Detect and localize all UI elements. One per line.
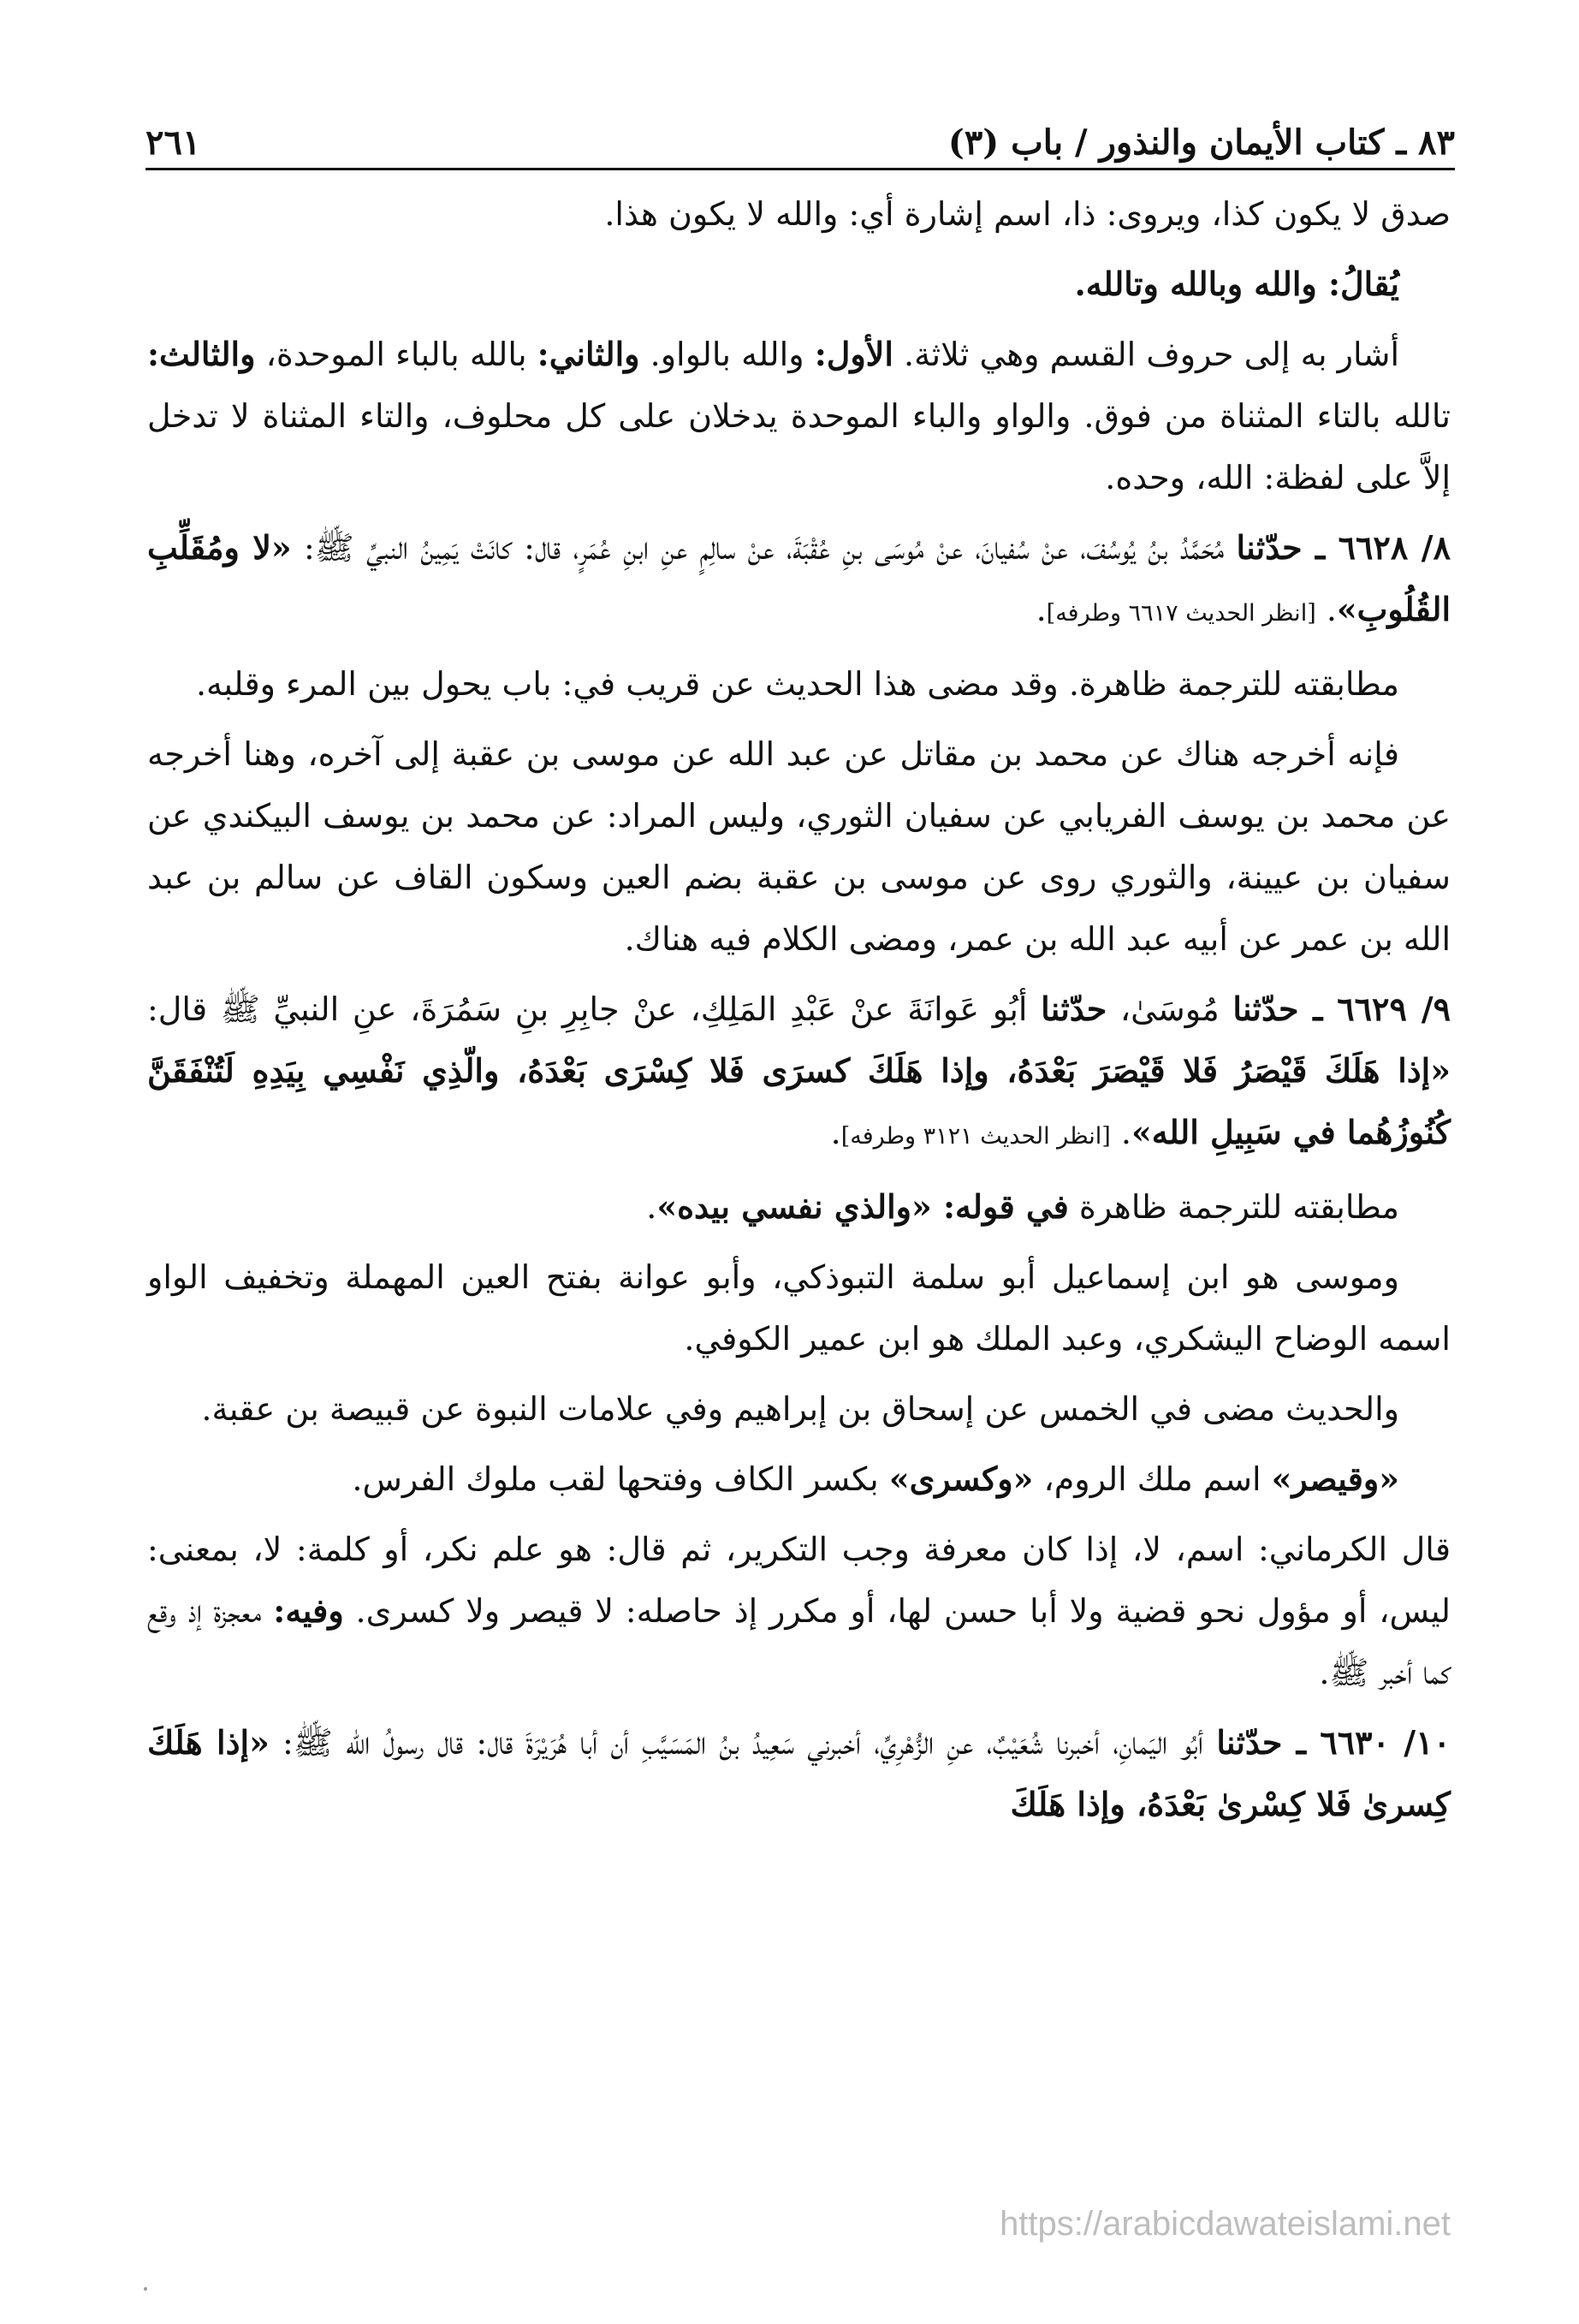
text-run: قال الكرماني: اسم، لا، إذا كان معرفة وجب التكرير، ثم قال: هو علم نكر، أو كلمة: لا، بمعنى: ليس، أو مؤول نحو قضية ولا أبا حسن لها، أو مكرر إذ حاصله: لا قيصر ولا كسرى. [147,1531,1451,1630]
emphasis-text: ٨/ ٦٦٢٨ ـ حدّثنا [1236,528,1451,567]
text-run: . [830,1114,841,1151]
emphasis-text: «وقيصر» [1271,1459,1399,1498]
emphasis-text: حدّثنا [1041,990,1107,1028]
text-run: اسم ملك الروم، [1033,1460,1272,1498]
commentary-paragraph [147,723,1451,970]
text-run: . [1110,1114,1131,1151]
emphasis-text: «إذا هَلَكَ قَيْصَرُ فَلا قَيْصَرَ بَعْدَهُ، وإذا هَلَكَ كسرَى فَلا كِسْرَى بَعْدَهُ، والّذِي نَفْسِي بِيَدِهِ لَتُنْفَقَنَّ كُنُوزُهُما في سَبِيلِ الله» [147,1051,1451,1151]
emphasis-text: يُقالُ: والله وبالله وتالله. [1074,264,1399,303]
emphasis-text: «لا ومُقَلِّبِ القُلُوبِ» [147,528,1451,628]
text-run: مطابقته للترجمة ظاهرة. وقد مضى هذا الحديث عن قريب في: باب يحول بين المرء وقلبه. [195,665,1399,703]
text-run: . [646,1188,657,1226]
page-number: ٢٦١ [145,122,201,163]
emphasis-text: والثالث: [147,335,256,373]
text-run: بكسر الكاف وفتحها لقب ملوك الفرس. [352,1460,889,1498]
emphasis-text: والثاني: [537,335,640,373]
emphasis-text: الأول: [814,335,893,373]
text-run: أشار به إلى حروف القسم وهي ثلاثة. [893,336,1400,373]
emphasis-text: «إذا هَلَكَ كِسرىٰ فَلا كِسْرىٰ بَعْدَهُ، وإذا هَلَكَ [147,1723,1451,1823]
hadith-paragraph [147,1712,1451,1835]
emphasis-text: ٩/ ٦٦٢٩ ـ حدّثنا [1232,990,1451,1028]
cross-reference-note: [انظر الحديث ٣١٢١ وطرفه] [840,1123,1111,1150]
cross-reference-note: [انظر الحديث ٦٦١٧ وطرفه] [1046,600,1316,627]
text-run: والحديث مضى في الخمس عن إسحاق بن إبراهيم وفي علامات النبوة عن قبيصة بن عقبة. [201,1390,1399,1428]
text-run: فإنه أخرجه هناك عن محمد بن مقاتل عن عبد الله عن موسى بن عقبة إلى آخره، وهنا أخرجه عن محمد بن يوسف الفريابي عن سفيان الثوري، وليس المراد: عن محمد بن يوسف البيكندي عن سفيان بن عيينة، والثوري روى عن موسى بن عقبة بضم العين وسكون القاف عن سالم بن عبد الله بن عمر عن أبيه عبد الله بن عمر، ومضى الكلام فيه هناك. [147,735,1451,958]
hadith-paragraph [147,517,1451,645]
text-run: مطابقته للترجمة ظاهرة [1068,1188,1399,1226]
commentary-paragraph [147,183,1451,245]
text-run: تالله بالتاء المثناة من فوق. والواو والباء الموحدة يدخلان على كل محلوف، والتاء المثناة لا تدخل إلاَّ على لفظة: الله، وحده. [147,397,1451,496]
text-run: . [1036,591,1047,628]
text-run: والله بالواو. [639,336,815,373]
commentary-paragraph [147,1448,1451,1510]
text-run: أبُو اليَمانِ، أخبرنا شُعَيْبٌ، عنِ الزُّهْرِيِّ، أخبرني سَعِيدُ بنُ المَسَيَّبِ أن أبا هُرَيْرَةَ قال: قال رسولُ الله ﷺ: [269,1724,1217,1762]
emphasis-text: وفيه: [273,1591,344,1630]
text-run: مُحَمَّدُ بنُ يُوسُفَ، عنْ سُفيانَ، عنْ مُوسَى بنِ عُقْبَةَ، عنْ سالِمٍ عنِ ابنِ عُمَرٍ، قال: كانَتْ يَمِينُ النبيِّ ﷺ: [291,529,1237,567]
text-run: أبُو عَوانَةَ عنْ عَبْدِ المَلِكِ، عنْ جابِرِ بنِ سَمُرَةَ، عنِ النبيِّ ﷺ قال: [147,990,1042,1028]
commentary-paragraph [147,1246,1451,1370]
text-run: . [1315,591,1337,628]
watermark-url: https://arabicdawateislami.net [1000,2205,1451,2243]
text-run: وموسى هو ابن إسماعيل أبو سلمة التبوذكي، وأبو عوانة بفتح العين المهملة وتخفيف الواو اسمه الوضاح اليشكري، وعبد الملك هو ابن عمير الكوفي. [147,1258,1451,1358]
commentary-paragraph [147,1519,1451,1703]
text-run: معجزة إذ وقع كما أخبر ﷺ. [147,1592,1451,1691]
commentary-paragraph [147,324,1451,508]
hadith-paragraph [147,978,1451,1168]
text-run: بالله بالباء الموحدة، [255,336,537,373]
body-text [147,183,1451,1844]
text-run: صدق لا يكون كذا، ويروى: ذا، اسم إشارة أي: والله لا يكون هذا. [604,195,1451,233]
commentary-paragraph [147,653,1451,715]
page-speck [144,2287,147,2291]
emphasis-text: ١٠/ ٦٦٣٠ ـ حدّثنا [1216,1723,1451,1762]
commentary-paragraph [147,1176,1451,1238]
emphasis-text: «وكسرى» [888,1459,1034,1498]
text-run: مُوسَىٰ، [1107,990,1233,1028]
emphasis-text: في قوله: «والذي نفسي بيده» [656,1187,1069,1226]
header-divider [145,168,1455,170]
page-header [145,103,1455,163]
commentary-paragraph [147,1378,1451,1440]
commentary-paragraph [147,253,1451,315]
running-title: ٨٣ ـ كتاب الأيمان والنذور / باب (٣) [947,122,1455,163]
